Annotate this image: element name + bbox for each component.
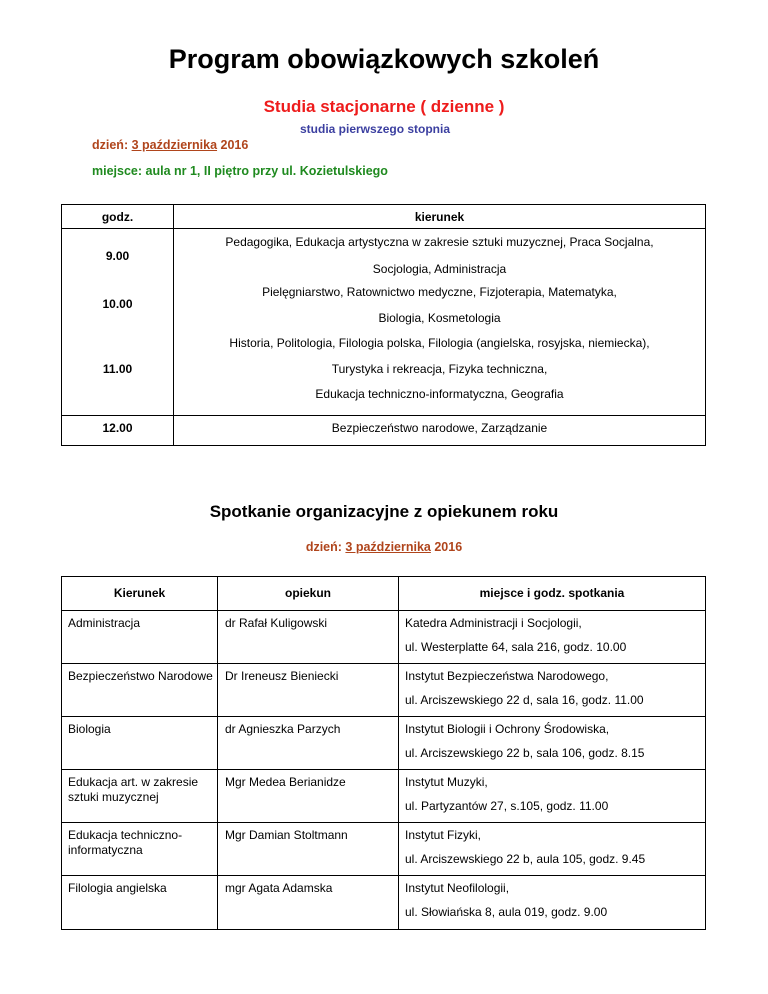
tutor-row-field: Administracja <box>68 616 141 630</box>
study-mode-subtitle: Studia stacjonarne ( dzienne ) <box>263 97 505 116</box>
date-link: 3 października <box>131 138 218 152</box>
tutor-row-field: Edukacja techniczno-informatyczna <box>68 828 183 857</box>
tutor-row-place: Instytut Neofilologii, <box>405 881 510 895</box>
date-link: 3 października <box>345 540 431 554</box>
tutor-row-address: ul. Arciszewskiego 22 b, aula 105, godz. 9.45 <box>405 852 646 866</box>
tutor-row-address: ul. Arciszewskiego 22 b, sala 106, godz. 8.15 <box>405 746 645 760</box>
schedule-hour: 9.00 <box>105 249 130 263</box>
tutor-row-name: mgr Agata Adamska <box>225 881 333 895</box>
tutor-row-place: Instytut Muzyki, <box>405 775 488 789</box>
tutor-row-place: Instytut Bezpieczeństwa Narodowego, <box>405 669 609 683</box>
meeting-section-title: Spotkanie organizacyjne z opiekunem roku <box>209 502 559 521</box>
page-title: Program obowiązkowych szkoleń <box>168 44 600 74</box>
tutors-header-tutor: opiekun <box>284 586 331 600</box>
schedule-fields: Socjologia, Administracja <box>372 262 507 276</box>
study-level: studia pierwszego stopnia <box>300 122 451 136</box>
tutor-row-address: ul. Partyzantów 27, s.105, godz. 11.00 <box>405 799 609 813</box>
schedule-header-hour: godz. <box>101 210 134 224</box>
date-year: 2016 <box>430 540 463 554</box>
date-prefix: dzień: <box>92 138 132 152</box>
tutor-row-place: Katedra Administracji i Socjologii, <box>405 616 582 630</box>
schedule-hour: 12.00 <box>102 421 133 435</box>
schedule-hour: 11.00 <box>102 362 133 376</box>
tutor-row-address: ul. Słowiańska 8, aula 019, godz. 9.00 <box>405 905 608 919</box>
date-year: 2016 <box>217 138 249 152</box>
training-place: miejsce: aula nr 1, II piętro przy ul. Kozietulskiego <box>92 164 388 178</box>
tutor-row-place: Instytut Fizyki, <box>405 828 482 842</box>
tutor-row-field: Filologia angielska <box>68 881 167 895</box>
tutor-row-field: Biologia <box>68 722 111 736</box>
tutors-header-place: miejsce i godz. spotkania <box>479 586 625 600</box>
schedule-table <box>61 204 706 446</box>
schedule-fields: Biologia, Kosmetologia <box>378 311 501 325</box>
tutors-header-field: Kierunek <box>113 586 166 600</box>
schedule-fields: Pielęgniarstwo, Ratownictwo medyczne, Fizjoterapia, Matematyka, <box>262 285 617 299</box>
date-prefix: dzień: <box>305 540 346 554</box>
tutor-row-name: Mgr Medea Berianidze <box>225 775 346 789</box>
tutor-row-field: Bezpieczeństwo Narodowe <box>68 669 213 683</box>
schedule-fields: Pedagogika, Edukacja artystyczna w zakresie sztuki muzycznej, Praca Socjalna, <box>225 235 654 249</box>
tutor-row-field: Edukacja art. w zakresie sztuki muzycznej <box>68 775 199 804</box>
tutor-row-address: ul. Arciszewskiego 22 d, sala 16, godz. 11.00 <box>405 693 644 707</box>
tutors-table <box>61 576 706 930</box>
tutor-row-name: dr Agnieszka Parzych <box>225 722 341 736</box>
schedule-header-field: kierunek <box>414 210 465 224</box>
tutor-row-address: ul. Westerplatte 64, sala 216, godz. 10.00 <box>405 640 627 654</box>
schedule-fields: Edukacja techniczno-informatyczna, Geografia <box>315 387 564 401</box>
tutor-row-name: dr Rafał Kuligowski <box>225 616 328 630</box>
tutor-row-name: Mgr Damian Stoltmann <box>225 828 348 842</box>
schedule-fields: Historia, Politologia, Filologia polska, Filologia (angielska, rosyjska, niemiecka), <box>229 336 650 350</box>
schedule-hour: 10.00 <box>102 297 133 311</box>
training-date <box>92 138 248 152</box>
tutor-row-name: Dr Ireneusz Bieniecki <box>225 669 339 683</box>
schedule-fields: Bezpieczeństwo narodowe, Zarządzanie <box>331 421 548 435</box>
schedule-fields: Turystyka i rekreacja, Fizyka techniczna, <box>331 362 548 376</box>
meeting-date <box>0 540 768 554</box>
tutor-row-place: Instytut Biologii i Ochrony Środowiska, <box>405 722 610 736</box>
